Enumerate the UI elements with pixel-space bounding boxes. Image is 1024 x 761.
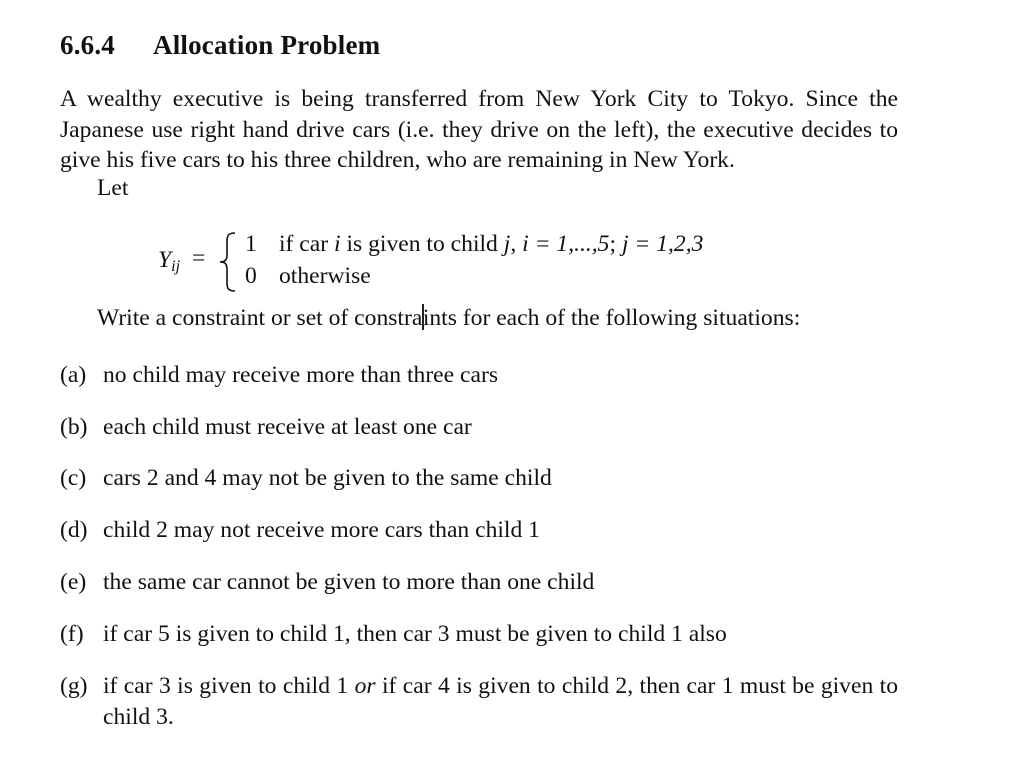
equation-case-1: 1 if car i is given to child j, i = 1,...,5; j = 1,2,3 (245, 231, 704, 257)
instruction-text: Write a constraint or set of constraints for each of the following situations: (97, 305, 801, 331)
section-title: Allocation Problem (153, 30, 381, 60)
list-item: (a) no child may receive more than three cars (60, 362, 499, 388)
left-brace-icon (216, 231, 240, 293)
list-item: (g) if car 3 is given to child 1 or if car 4 is given to child 2, then car 1 must be given to child 3. (60, 673, 898, 730)
variable-definition-equation (158, 231, 858, 293)
list-item: (e) the same car cannot be given to more than one child (60, 569, 595, 595)
list-item: (c) cars 2 and 4 may not be given to the same child (60, 465, 552, 491)
section-number: 6.6.4 (60, 30, 115, 60)
list-item: (f) if car 5 is given to child 1, then car 3 must be given to child 1 also (60, 621, 727, 647)
intro-paragraph: A wealthy executive is being transferred from New York City to Tokyo. Since the Japanese use right hand drive cars (i.e. they drive on the left), the executive decides to give his five cars to his three children, who are remaining in New York. (60, 86, 898, 174)
section-heading (60, 30, 380, 61)
list-item: (b) each child must receive at least one car (60, 414, 472, 440)
equation-case-2: 0 otherwise (245, 263, 371, 289)
list-item: (d) child 2 may not receive more cars than child 1 (60, 517, 540, 543)
let-text: Let (97, 175, 129, 201)
equation-lhs: $Y_{ij}$ (158, 247, 181, 275)
equation-equals: = (192, 245, 206, 271)
